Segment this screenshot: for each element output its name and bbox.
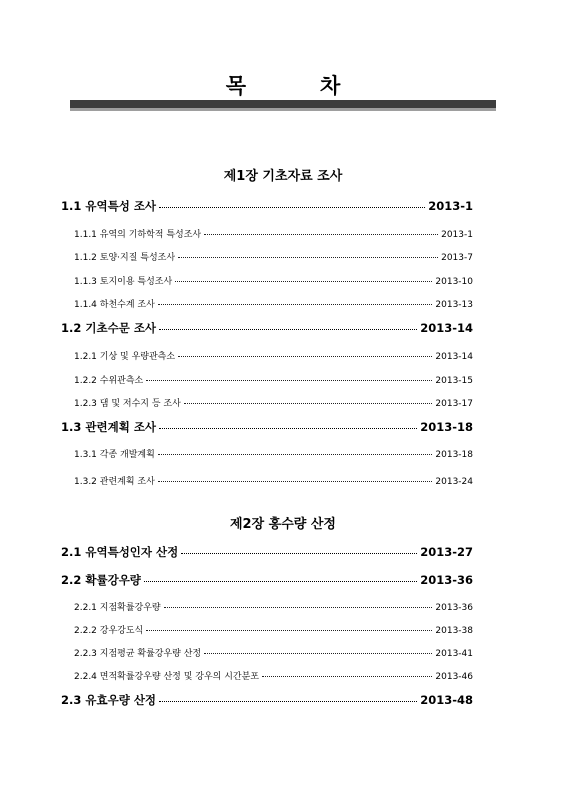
dot-leader bbox=[184, 403, 433, 404]
toc-entry-page: 2013-36 bbox=[420, 573, 473, 587]
dot-leader bbox=[159, 207, 425, 208]
toc-entry-page: 2013-18 bbox=[420, 420, 473, 434]
dot-leader bbox=[144, 581, 417, 582]
toc-entry-1-1-4[interactable] bbox=[74, 297, 473, 310]
toc-entry-label: 2.3 유효우량 산정 bbox=[61, 693, 157, 707]
toc-entry-label: 2.2.1 지점확률강우량 bbox=[74, 603, 161, 613]
toc-entry-1-2[interactable] bbox=[61, 320, 473, 336]
dot-leader bbox=[204, 234, 438, 235]
toc-entry-label: 1.3.2 관련계획 조사 bbox=[74, 477, 155, 487]
dot-leader bbox=[204, 653, 432, 654]
dot-leader bbox=[159, 329, 417, 330]
toc-entry-page: 2013-36 bbox=[435, 603, 473, 613]
page-title-char-2: 차 bbox=[320, 74, 341, 98]
toc-entry-1-1-3[interactable] bbox=[74, 274, 473, 287]
toc-entry-2-2-4[interactable] bbox=[74, 669, 473, 682]
toc-entry-page: 2013-17 bbox=[435, 399, 473, 409]
toc-entry-2-2-1[interactable] bbox=[74, 600, 473, 613]
toc-entry-label: 2.2 확률강우량 bbox=[61, 573, 141, 587]
toc-entry-page: 2013-7 bbox=[441, 253, 473, 263]
toc-entry-2-2-2[interactable] bbox=[74, 623, 473, 636]
dot-leader bbox=[146, 380, 432, 381]
toc-entry-page: 2013-1 bbox=[441, 230, 473, 240]
toc-entry-label: 1.3.1 각종 개발계획 bbox=[74, 450, 155, 460]
toc-entry-page: 2013-14 bbox=[420, 321, 473, 335]
dot-leader bbox=[159, 701, 417, 702]
title-underline-dark bbox=[70, 100, 496, 108]
toc-entry-page: 2013-41 bbox=[435, 649, 473, 659]
dot-leader bbox=[164, 607, 433, 608]
toc-entry-label: 2.2.2 강우강도식 bbox=[74, 626, 144, 636]
toc-entry-2-2-3[interactable] bbox=[74, 646, 473, 659]
toc-entry-label: 2.1 유역특성인자 산정 bbox=[61, 545, 179, 559]
toc-entry-label: 2.2.3 지점평균 확률강우량 산정 bbox=[74, 649, 202, 659]
page-title-char-1: 목 bbox=[225, 74, 246, 98]
toc-entry-1-1-2[interactable] bbox=[74, 250, 473, 263]
toc-entry-1-1-1[interactable] bbox=[74, 227, 473, 240]
toc-entry-page: 2013-18 bbox=[435, 450, 473, 460]
dot-leader bbox=[158, 454, 433, 455]
toc-entry-label: 1.1.3 토지이용 특성조사 bbox=[74, 277, 173, 287]
toc-entry-page: 2013-1 bbox=[428, 199, 473, 213]
title-underline-light bbox=[70, 108, 496, 111]
toc-entry-label: 1.1.4 하천수계 조사 bbox=[74, 300, 155, 310]
dot-leader bbox=[158, 304, 433, 305]
toc-entry-page: 2013-27 bbox=[420, 545, 473, 559]
toc-entry-page: 2013-48 bbox=[420, 693, 473, 707]
toc-entry-label: 1.2.1 기상 및 우량관측소 bbox=[74, 352, 176, 362]
toc-entry-label: 1.1 유역특성 조사 bbox=[61, 199, 157, 213]
dot-leader bbox=[158, 481, 433, 482]
toc-entry-2-1[interactable] bbox=[61, 544, 473, 560]
toc-entry-page: 2013-15 bbox=[435, 376, 473, 386]
toc-entry-page: 2013-14 bbox=[435, 352, 473, 362]
toc-entry-page: 2013-46 bbox=[435, 672, 473, 682]
toc-entry-label: 1.3 관련계획 조사 bbox=[61, 420, 157, 434]
toc-entry-page: 2013-10 bbox=[435, 277, 473, 287]
dot-leader bbox=[175, 281, 432, 282]
toc-entry-1-3[interactable] bbox=[61, 419, 473, 435]
toc-entry-label: 1.1.1 유역의 기하학적 특성조사 bbox=[74, 230, 202, 240]
toc-entry-2-3[interactable] bbox=[61, 692, 473, 708]
toc-entry-page: 2013-38 bbox=[435, 626, 473, 636]
dot-leader bbox=[159, 428, 417, 429]
toc-entry-1-3-1[interactable] bbox=[74, 447, 473, 460]
dot-leader bbox=[181, 553, 417, 554]
toc-entry-label: 1.2.2 수위관측소 bbox=[74, 376, 144, 386]
toc-entry-page: 2013-24 bbox=[435, 477, 473, 487]
toc-entry-label: 1.2.3 댐 및 저수지 등 조사 bbox=[74, 399, 181, 409]
dot-leader bbox=[178, 356, 432, 357]
toc-entry-1-3-2[interactable] bbox=[74, 474, 473, 487]
page-title bbox=[0, 70, 566, 100]
dot-leader bbox=[146, 630, 432, 631]
dot-leader bbox=[262, 676, 432, 677]
dot-leader bbox=[178, 257, 438, 258]
toc-entry-page: 2013-13 bbox=[435, 300, 473, 310]
toc-entry-1-1[interactable] bbox=[61, 198, 473, 214]
toc-entry-2-2[interactable] bbox=[61, 572, 473, 588]
chapter-1-title: 제1장 기초자료 조사 bbox=[223, 169, 343, 184]
toc-entry-label: 1.1.2 토양·지질 특성조사 bbox=[74, 253, 176, 263]
toc-entry-label: 1.2 기초수문 조사 bbox=[61, 321, 157, 335]
toc-entry-1-2-2[interactable] bbox=[74, 373, 473, 386]
toc-entry-1-2-3[interactable] bbox=[74, 396, 473, 409]
toc-entry-label: 2.2.4 면적확률강우량 산정 및 강우의 시간분포 bbox=[74, 672, 260, 682]
chapter-2-title: 제2장 홍수량 산정 bbox=[229, 517, 336, 532]
toc-entry-1-2-1[interactable] bbox=[74, 349, 473, 362]
